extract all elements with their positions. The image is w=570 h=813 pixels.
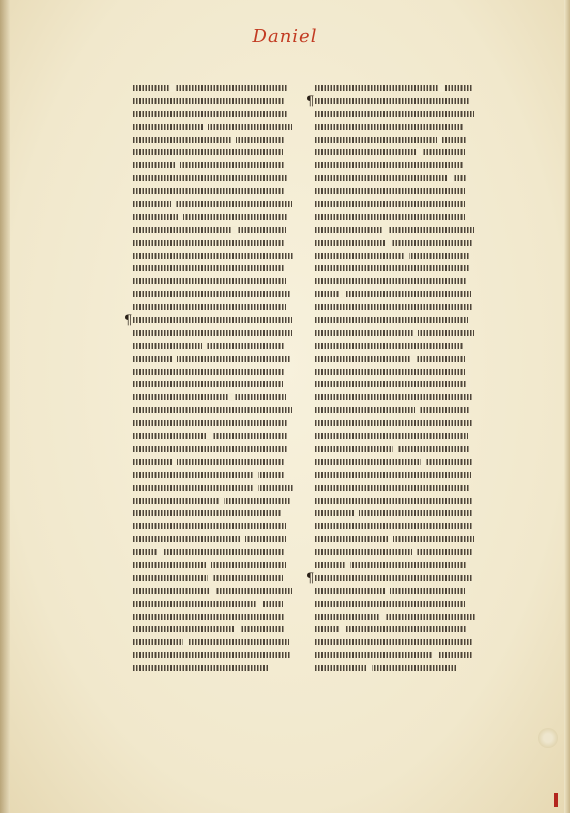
page-corner-mark [554,793,558,807]
text-line [133,134,293,147]
text-line [133,636,293,649]
paragraph-mark: ¶ [306,93,315,109]
text-line [133,391,293,404]
text-line [315,456,475,469]
text-column-right [306,82,475,675]
text-line [133,430,293,443]
text-line [315,366,475,379]
text-line [133,121,293,134]
text-line [315,507,475,520]
text-line [315,378,475,391]
text-column-left [124,82,293,675]
text-line [315,172,475,185]
text-line [315,611,475,624]
text-line [315,623,475,636]
text-line [133,572,293,585]
text-line [315,108,475,121]
text-line [133,443,293,456]
text-line [133,172,293,185]
text-line [315,662,475,675]
text-line [315,275,475,288]
text-line [315,185,475,198]
text-line [133,417,293,430]
text-line [133,185,293,198]
text-line [133,585,293,598]
text-line [133,662,293,675]
text-line [124,313,293,329]
text-line [133,237,293,250]
text-line [315,211,475,224]
text-line [315,288,475,301]
text-line [315,598,475,611]
text-line [133,482,293,495]
text-line [133,108,293,121]
text-line [315,224,475,237]
text-line [306,93,475,109]
running-head: Daniel [252,26,318,47]
text-line [133,456,293,469]
text-line [315,546,475,559]
text-line [315,559,475,572]
text-line [315,443,475,456]
text-line [133,366,293,379]
paragraph-mark: ¶ [124,313,133,329]
text-line [133,611,293,624]
text-line [133,469,293,482]
text-line [315,250,475,263]
text-line [315,430,475,443]
text-line [315,391,475,404]
text-line [315,237,475,250]
text-line [315,121,475,134]
page-right-edge [564,0,570,813]
text-line [315,198,475,211]
text-line [315,146,475,159]
text-line [133,288,293,301]
text-line [315,404,475,417]
text-line [133,559,293,572]
text-line [133,262,293,275]
text-line [315,353,475,366]
paragraph-mark: ¶ [306,570,315,586]
text-line [133,404,293,417]
text-line [133,623,293,636]
paper-stain [538,728,558,748]
text-line [315,301,475,314]
text-line [133,211,293,224]
text-line [133,495,293,508]
text-line [315,159,475,172]
text-line [133,327,293,340]
text-line [315,649,475,662]
text-line [133,95,293,108]
text-line [133,82,293,95]
text-line [133,546,293,559]
text-line [133,507,293,520]
text-line [315,314,475,327]
text-line [315,585,475,598]
page-left-edge [0,0,10,813]
text-line [133,159,293,172]
text-line [315,340,475,353]
text-line [315,262,475,275]
text-line [133,275,293,288]
text-line [133,649,293,662]
text-line [133,198,293,211]
text-line [133,301,293,314]
text-line [133,353,293,366]
text-line [315,482,475,495]
text-line [315,327,475,340]
text-line [133,520,293,533]
text-line [133,378,293,391]
text-line [315,134,475,147]
text-line [133,146,293,159]
text-line [315,82,475,95]
text-line [315,636,475,649]
text-line [306,570,475,586]
text-line [133,250,293,263]
text-line [315,417,475,430]
text-line [133,598,293,611]
text-line [315,469,475,482]
text-line [315,495,475,508]
text-line [315,520,475,533]
text-line [133,224,293,237]
text-line [133,533,293,546]
text-line [315,533,475,546]
text-line [133,340,293,353]
